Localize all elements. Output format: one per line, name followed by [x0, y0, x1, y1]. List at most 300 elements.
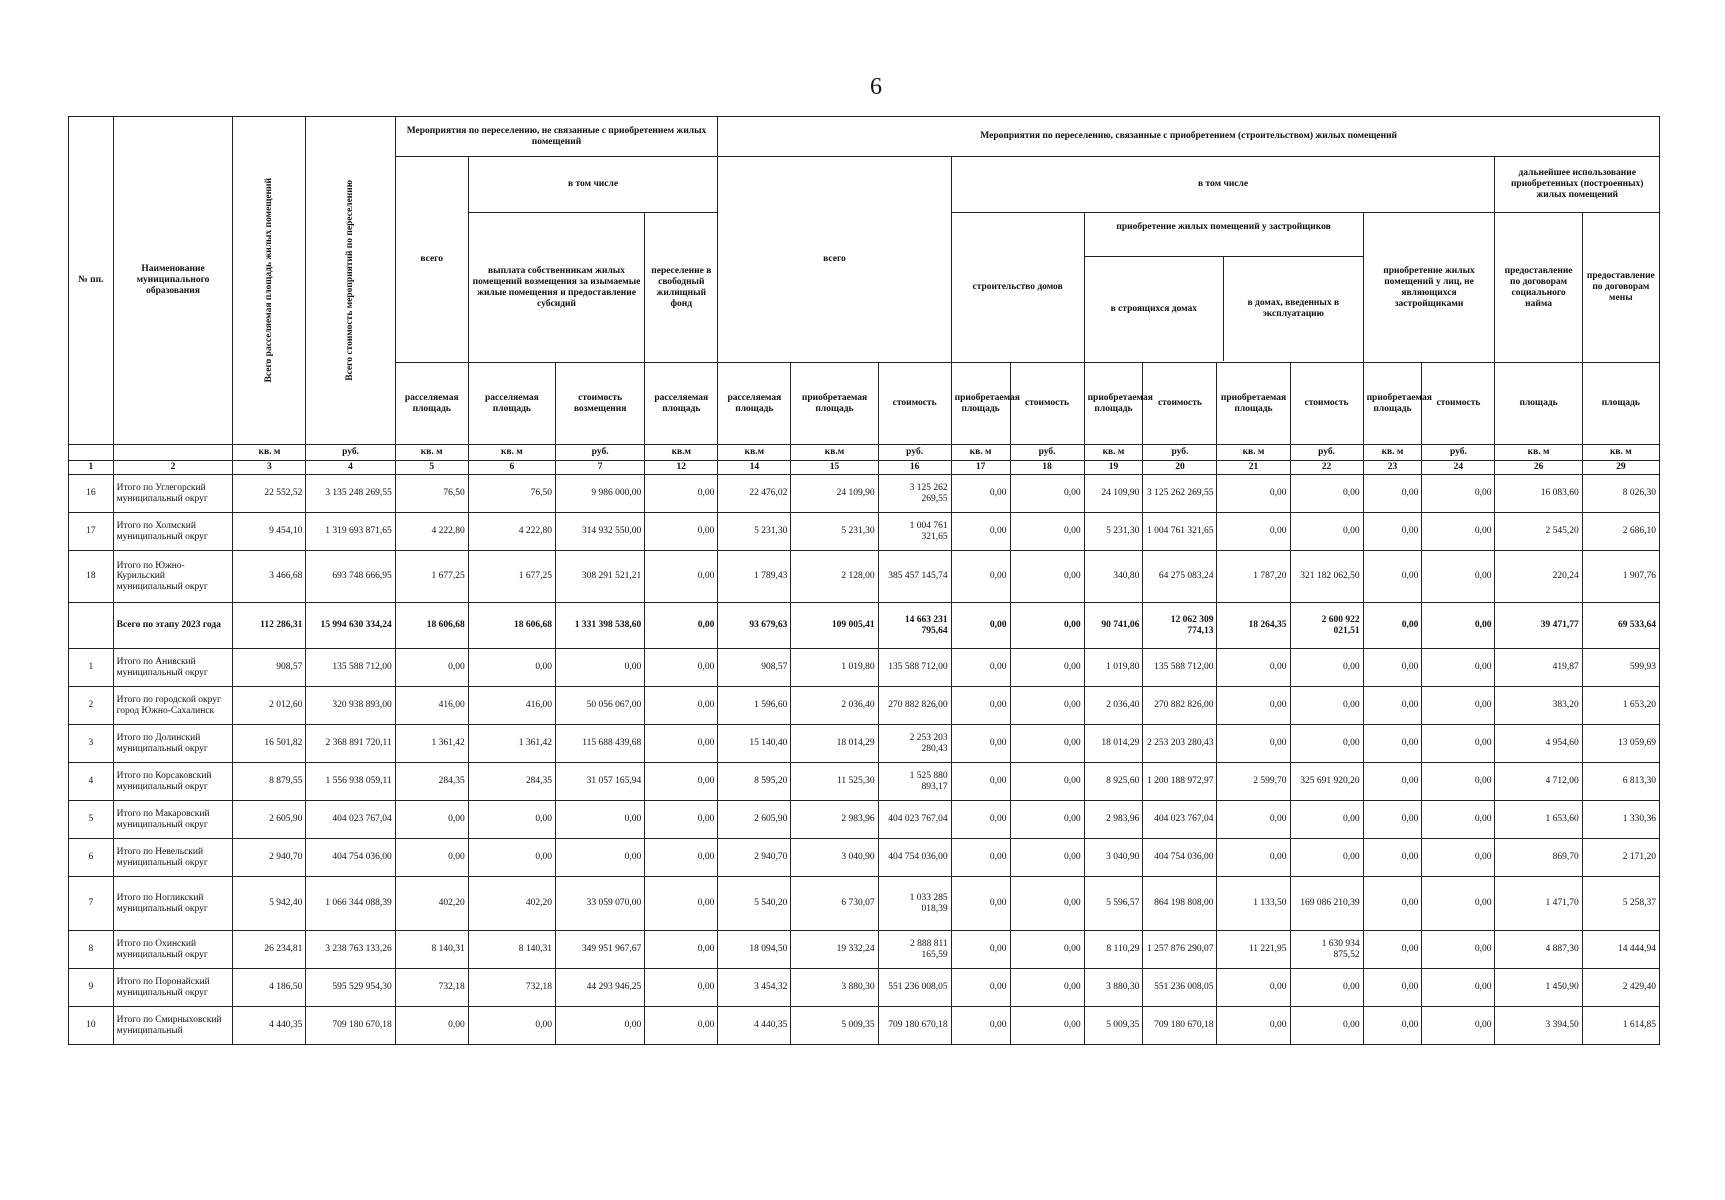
value-cell: 3 040,90	[791, 839, 878, 877]
table-row	[69, 687, 1660, 725]
value-cell: 18 606,68	[468, 603, 555, 649]
value-cell: 69 533,64	[1582, 603, 1659, 649]
value-cell: 0,00	[1010, 931, 1084, 969]
unit-cell: кв. м	[1084, 445, 1143, 461]
value-cell: 2 012,60	[233, 687, 306, 725]
page-number: 6	[870, 74, 882, 100]
value-cell: 2 940,70	[718, 839, 791, 877]
value-cell: 0,00	[1010, 801, 1084, 839]
unit-cell: кв. м	[1363, 445, 1422, 461]
value-cell: 0,00	[1363, 801, 1422, 839]
value-cell: 16 501,82	[233, 725, 306, 763]
value-cell: 112 286,31	[233, 603, 306, 649]
value-cell: 2 686,10	[1582, 513, 1659, 551]
value-cell: 864 198 808,00	[1143, 877, 1217, 931]
unit-cell: руб.	[1143, 445, 1217, 461]
value-cell: 135 588 712,00	[878, 649, 951, 687]
unit-cell: кв. м	[1495, 445, 1582, 461]
value-cell: 6 730,07	[791, 877, 878, 931]
hdr-acq-dev-title: приобретение жилых помещений у застройщиков	[1085, 214, 1363, 257]
value-cell: 5 231,30	[1084, 513, 1143, 551]
value-cell: 0,00	[951, 551, 1010, 603]
value-cell: 0,00	[951, 475, 1010, 513]
value-cell: 0,00	[1290, 475, 1363, 513]
hdr-in-incl-1: в том числе	[468, 157, 718, 213]
value-cell: 2 036,40	[1084, 687, 1143, 725]
value-cell: 22 552,52	[233, 475, 306, 513]
value-cell: 14 663 231 795,64	[878, 603, 951, 649]
table-row	[69, 877, 1660, 931]
municipality-name: Итого по Невельский муниципальный округ	[113, 839, 233, 877]
hdr-social-lease: предоставление по договорам социального найма	[1495, 213, 1582, 363]
municipality-name: Итого по Южно-Курильский муниципальный округ	[113, 551, 233, 603]
value-cell: 76,50	[468, 475, 555, 513]
value-cell: 1 787,20	[1217, 551, 1290, 603]
value-cell: 0,00	[1363, 763, 1422, 801]
value-cell: 0,00	[468, 1007, 555, 1045]
value-cell: 1 653,20	[1582, 687, 1659, 725]
value-cell: 0,00	[1010, 551, 1084, 603]
municipality-name: Итого по Смирныховский муниципальный	[113, 1007, 233, 1045]
value-cell: 0,00	[1422, 839, 1495, 877]
value-cell: 2 253 203 280,43	[878, 725, 951, 763]
value-cell: 0,00	[1422, 931, 1495, 969]
value-cell: 1 653,60	[1495, 801, 1582, 839]
value-cell: 1 614,85	[1582, 1007, 1659, 1045]
value-cell: 340,80	[1084, 551, 1143, 603]
table-body	[69, 475, 1660, 1045]
value-cell: 2 171,20	[1582, 839, 1659, 877]
value-cell: 325 691 920,20	[1290, 763, 1363, 801]
value-cell: 0,00	[1422, 475, 1495, 513]
value-cell: 11 525,30	[791, 763, 878, 801]
value-cell: 16 083,60	[1495, 475, 1582, 513]
column-number: 14	[718, 461, 791, 475]
value-cell: 404 754 036,00	[1143, 839, 1217, 877]
value-cell: 0,00	[555, 649, 644, 687]
value-cell: 1 525 880 893,17	[878, 763, 951, 801]
column-number: 29	[1582, 461, 1659, 475]
municipality-name: Итого по Макаровский муниципальный округ	[113, 801, 233, 839]
hdr-group-acq: Мероприятия по переселению, связанные с приобретением (строительством) жилых помещений	[718, 117, 1660, 157]
municipality-name: Итого по Холмский муниципальный округ	[113, 513, 233, 551]
value-cell: 5 942,40	[233, 877, 306, 931]
hdr-c7: стоимость возмещения	[555, 363, 644, 445]
value-cell: 0,00	[1010, 603, 1084, 649]
table-row	[69, 801, 1660, 839]
value-cell: 0,00	[1010, 839, 1084, 877]
value-cell: 0,00	[1217, 839, 1290, 877]
hdr-c20: стоимость	[1143, 363, 1217, 445]
municipality-name: Итого по Ногликский муниципальный округ	[113, 877, 233, 931]
value-cell: 11 221,95	[1217, 931, 1290, 969]
column-number-row	[69, 461, 1660, 475]
hdr-name: Наименование муниципального образования	[113, 117, 233, 445]
value-cell: 0,00	[1290, 725, 1363, 763]
hdr-total-area: Всего расселяемая площадь жилых помещений	[233, 117, 306, 445]
row-number: 7	[69, 877, 114, 931]
value-cell: 0,00	[1010, 649, 1084, 687]
value-cell: 0,00	[555, 839, 644, 877]
value-cell: 0,00	[951, 877, 1010, 931]
value-cell: 2 545,20	[1495, 513, 1582, 551]
value-cell: 0,00	[1290, 687, 1363, 725]
value-cell: 90 741,06	[1084, 603, 1143, 649]
value-cell: 4 222,80	[468, 513, 555, 551]
column-number: 23	[1363, 461, 1422, 475]
value-cell: 709 180 670,18	[306, 1007, 395, 1045]
value-cell: 0,00	[1363, 931, 1422, 969]
unit-cell: кв. м	[1582, 445, 1659, 461]
value-cell: 0,00	[645, 839, 718, 877]
value-cell: 0,00	[1290, 513, 1363, 551]
value-cell: 404 754 036,00	[306, 839, 395, 877]
value-cell: 709 180 670,18	[1143, 1007, 1217, 1045]
row-number	[69, 603, 114, 649]
value-cell: 9 454,10	[233, 513, 306, 551]
value-cell: 13 059,69	[1582, 725, 1659, 763]
row-number: 17	[69, 513, 114, 551]
value-cell: 0,00	[1422, 551, 1495, 603]
table-row	[69, 1007, 1660, 1045]
value-cell: 3 880,30	[791, 969, 878, 1007]
value-cell: 385 457 145,74	[878, 551, 951, 603]
unit-cell: кв.м	[718, 445, 791, 461]
value-cell: 0,00	[645, 931, 718, 969]
value-cell: 0,00	[1363, 877, 1422, 931]
hdr-in-commissioned: в домах, введенных в эксплуатацию	[1247, 298, 1340, 319]
value-cell: 0,00	[645, 801, 718, 839]
hdr-c19: приобретаемая площадь	[1084, 363, 1143, 445]
value-cell: 1 019,80	[1084, 649, 1143, 687]
municipality-name: Итого по Долинский муниципальный округ	[113, 725, 233, 763]
value-cell: 0,00	[555, 1007, 644, 1045]
value-cell: 0,00	[1290, 839, 1363, 877]
table-row	[69, 725, 1660, 763]
column-number: 22	[1290, 461, 1363, 475]
municipality-name: Итого по городской округ город Южно-Сахалинск	[113, 687, 233, 725]
unit-cell: кв.м	[791, 445, 878, 461]
hdr-further-use: дальнейшее использование приобретенных (построенных) жилых помещений	[1495, 157, 1660, 213]
value-cell: 404 754 036,00	[878, 839, 951, 877]
value-cell: 0,00	[645, 969, 718, 1007]
value-cell: 284,35	[468, 763, 555, 801]
value-cell: 5 231,30	[718, 513, 791, 551]
value-cell: 1 450,90	[1495, 969, 1582, 1007]
hdr-resettle-free: переселение в свободный жилищный фонд	[645, 213, 718, 363]
value-cell: 0,00	[1217, 649, 1290, 687]
value-cell: 2 253 203 280,43	[1143, 725, 1217, 763]
row-number: 18	[69, 551, 114, 603]
value-cell: 0,00	[1010, 1007, 1084, 1045]
value-cell: 0,00	[1217, 969, 1290, 1007]
value-cell: 0,00	[1422, 725, 1495, 763]
value-cell: 0,00	[1363, 513, 1422, 551]
value-cell: 0,00	[1422, 969, 1495, 1007]
value-cell: 1 019,80	[791, 649, 878, 687]
value-cell: 2 599,70	[1217, 763, 1290, 801]
hdr-c16: стоимость	[878, 363, 951, 445]
value-cell: 0,00	[645, 475, 718, 513]
value-cell: 0,00	[1363, 551, 1422, 603]
value-cell: 599,93	[1582, 649, 1659, 687]
unit-cell: кв. м	[951, 445, 1010, 461]
value-cell: 2 036,40	[791, 687, 878, 725]
value-cell: 0,00	[645, 763, 718, 801]
value-cell: 321 182 062,50	[1290, 551, 1363, 603]
unit-cell: руб.	[306, 445, 395, 461]
value-cell: 402,20	[468, 877, 555, 931]
hdr-c24: стоимость	[1422, 363, 1495, 445]
value-cell: 0,00	[1217, 513, 1290, 551]
value-cell: 709 180 670,18	[878, 1007, 951, 1045]
value-cell: 0,00	[1422, 801, 1495, 839]
value-cell: 0,00	[951, 603, 1010, 649]
value-cell: 8 925,60	[1084, 763, 1143, 801]
unit-cell: руб.	[1422, 445, 1495, 461]
row-number: 2	[69, 687, 114, 725]
value-cell: 0,00	[645, 649, 718, 687]
unit-cell: кв.м	[645, 445, 718, 461]
value-cell: 0,00	[395, 801, 468, 839]
value-cell: 0,00	[1363, 603, 1422, 649]
value-cell: 2 128,00	[791, 551, 878, 603]
value-cell: 0,00	[1363, 649, 1422, 687]
value-cell: 26 234,81	[233, 931, 306, 969]
value-cell: 0,00	[951, 969, 1010, 1007]
column-number: 15	[791, 461, 878, 475]
value-cell: 0,00	[951, 763, 1010, 801]
value-cell: 8 140,31	[395, 931, 468, 969]
value-cell: 0,00	[1363, 725, 1422, 763]
value-cell: 0,00	[1010, 513, 1084, 551]
column-number: 18	[1010, 461, 1084, 475]
value-cell: 693 748 666,95	[306, 551, 395, 603]
value-cell: 383,20	[1495, 687, 1582, 725]
hdr-c18: стоимость	[1010, 363, 1084, 445]
table-row	[69, 839, 1660, 877]
value-cell: 15 140,40	[718, 725, 791, 763]
value-cell: 0,00	[645, 603, 718, 649]
value-cell: 64 275 083,24	[1143, 551, 1217, 603]
value-cell: 595 529 954,30	[306, 969, 395, 1007]
column-number: 24	[1422, 461, 1495, 475]
value-cell: 50 056 067,00	[555, 687, 644, 725]
value-cell: 8 026,30	[1582, 475, 1659, 513]
value-cell: 2 429,40	[1582, 969, 1659, 1007]
row-number: 10	[69, 1007, 114, 1045]
value-cell: 0,00	[951, 839, 1010, 877]
value-cell: 76,50	[395, 475, 468, 513]
value-cell: 1 596,60	[718, 687, 791, 725]
total-row	[69, 603, 1660, 649]
table-row	[69, 475, 1660, 513]
value-cell: 3 880,30	[1084, 969, 1143, 1007]
value-cell: 0,00	[1422, 1007, 1495, 1045]
value-cell: 5 009,35	[1084, 1007, 1143, 1045]
value-cell: 31 057 165,94	[555, 763, 644, 801]
hdr-group-not-acq: Мероприятия по переселению, не связанные с приобретением жилых помещений	[395, 117, 718, 157]
value-cell: 0,00	[1363, 1007, 1422, 1045]
value-cell: 0,00	[555, 801, 644, 839]
value-cell: 5 540,20	[718, 877, 791, 931]
column-number: 3	[233, 461, 306, 475]
unit-cell: руб.	[555, 445, 644, 461]
hdr-c22: стоимость	[1290, 363, 1363, 445]
value-cell: 1 004 761 321,65	[878, 513, 951, 551]
value-cell: 4 887,30	[1495, 931, 1582, 969]
value-cell: 24 109,90	[791, 475, 878, 513]
municipality-name: Итого по Углегорский муниципальный округ	[113, 475, 233, 513]
hdr-c12: расселяемая площадь	[645, 363, 718, 445]
value-cell: 5 231,30	[791, 513, 878, 551]
row-number: 1	[69, 649, 114, 687]
value-cell: 732,18	[395, 969, 468, 1007]
table-row	[69, 969, 1660, 1007]
value-cell: 0,00	[1010, 763, 1084, 801]
row-number: 9	[69, 969, 114, 1007]
value-cell: 1 133,50	[1217, 877, 1290, 931]
value-cell: 2 983,96	[1084, 801, 1143, 839]
value-cell: 1 556 938 059,11	[306, 763, 395, 801]
value-cell: 349 951 967,67	[555, 931, 644, 969]
value-cell: 1 677,25	[395, 551, 468, 603]
value-cell: 2 888 811 165,59	[878, 931, 951, 969]
value-cell: 1 361,42	[468, 725, 555, 763]
value-cell: 0,00	[1290, 969, 1363, 1007]
hdr-payout: выплата собственникам жилых помещений возмещения за изымаемые жилые помещения и предоставление субсидий	[468, 213, 645, 363]
value-cell: 1 066 344 088,39	[306, 877, 395, 931]
value-cell: 1 200 188 972,97	[1143, 763, 1217, 801]
value-cell: 0,00	[1290, 801, 1363, 839]
hdr-c14: расселяемая площадь	[718, 363, 791, 445]
value-cell: 0,00	[1010, 877, 1084, 931]
value-cell: 18 014,29	[1084, 725, 1143, 763]
hdr-in-building: в строящихся домах	[1085, 257, 1225, 361]
hdr-in-incl-2: в том числе	[951, 157, 1495, 213]
value-cell: 0,00	[951, 931, 1010, 969]
value-cell: 3 466,68	[233, 551, 306, 603]
municipality-name: Итого по Анивский муниципальный округ	[113, 649, 233, 687]
value-cell: 0,00	[645, 725, 718, 763]
value-cell: 0,00	[1290, 1007, 1363, 1045]
value-cell: 5 596,57	[1084, 877, 1143, 931]
value-cell: 416,00	[395, 687, 468, 725]
hdr-c26: площадь	[1495, 363, 1582, 445]
value-cell: 1 330,36	[1582, 801, 1659, 839]
value-cell: 404 023 767,04	[1143, 801, 1217, 839]
value-cell: 5 258,37	[1582, 877, 1659, 931]
value-cell: 8 140,31	[468, 931, 555, 969]
value-cell: 33 059 070,00	[555, 877, 644, 931]
value-cell: 39 471,77	[1495, 603, 1582, 649]
hdr-vsego-1: всего	[395, 157, 468, 363]
hdr-c5: расселяемая площадь	[395, 363, 468, 445]
value-cell: 551 236 008,05	[1143, 969, 1217, 1007]
column-number: 21	[1217, 461, 1290, 475]
value-cell: 3 040,90	[1084, 839, 1143, 877]
value-cell: 0,00	[1422, 877, 1495, 931]
value-cell: 8 879,55	[233, 763, 306, 801]
hdr-c23: приобретаемая площадь	[1363, 363, 1422, 445]
value-cell: 1 331 398 538,60	[555, 603, 644, 649]
hdr-build-houses: строительство домов	[951, 213, 1084, 363]
row-number: 6	[69, 839, 114, 877]
value-cell: 115 688 439,68	[555, 725, 644, 763]
value-cell: 6 813,30	[1582, 763, 1659, 801]
value-cell: 22 476,02	[718, 475, 791, 513]
value-cell: 404 023 767,04	[306, 801, 395, 839]
value-cell: 12 062 309 774,13	[1143, 603, 1217, 649]
value-cell: 0,00	[1217, 1007, 1290, 1045]
value-cell: 0,00	[395, 649, 468, 687]
value-cell: 4 712,00	[1495, 763, 1582, 801]
column-number: 7	[555, 461, 644, 475]
value-cell: 0,00	[1010, 687, 1084, 725]
hdr-acq-nondev: приобретение жилых помещений у лиц, не являющихся застройщиками	[1363, 213, 1495, 363]
value-cell: 908,57	[718, 649, 791, 687]
hdr-total-cost: Всего стоимость мероприятий по переселению	[306, 117, 395, 445]
value-cell: 0,00	[951, 725, 1010, 763]
unit-cell: руб.	[1010, 445, 1084, 461]
value-cell: 284,35	[395, 763, 468, 801]
value-cell: 0,00	[951, 513, 1010, 551]
value-cell: 0,00	[395, 1007, 468, 1045]
value-cell: 1 033 285 018,39	[878, 877, 951, 931]
unit-cell: кв. м	[468, 445, 555, 461]
value-cell: 869,70	[1495, 839, 1582, 877]
row-number: 4	[69, 763, 114, 801]
value-cell: 0,00	[1363, 839, 1422, 877]
unit-cell: кв. м	[1217, 445, 1290, 461]
value-cell: 0,00	[1010, 969, 1084, 1007]
value-cell: 0,00	[645, 1007, 718, 1045]
value-cell: 169 086 210,39	[1290, 877, 1363, 931]
hdr-c21: приобретаемая площадь	[1217, 363, 1290, 445]
row-number: 8	[69, 931, 114, 969]
value-cell: 93 679,63	[718, 603, 791, 649]
value-cell: 2 983,96	[791, 801, 878, 839]
hdr-acq-dev	[1084, 213, 1363, 363]
value-cell: 0,00	[951, 687, 1010, 725]
value-cell: 135 588 712,00	[306, 649, 395, 687]
value-cell: 1 319 693 871,65	[306, 513, 395, 551]
value-cell: 15 994 630 334,24	[306, 603, 395, 649]
value-cell: 8 110,29	[1084, 931, 1143, 969]
value-cell: 551 236 008,05	[878, 969, 951, 1007]
value-cell: 270 882 826,00	[878, 687, 951, 725]
value-cell: 1 630 934 875,52	[1290, 931, 1363, 969]
value-cell: 1 677,25	[468, 551, 555, 603]
hdr-vsego-2: всего	[718, 157, 951, 363]
value-cell: 0,00	[1217, 475, 1290, 513]
value-cell: 2 600 922 021,51	[1290, 603, 1363, 649]
value-cell: 3 454,32	[718, 969, 791, 1007]
municipality-name: Итого по Охинский муниципальный округ	[113, 931, 233, 969]
table-row	[69, 649, 1660, 687]
units-row	[69, 445, 1660, 461]
table-row	[69, 513, 1660, 551]
value-cell: 0,00	[645, 877, 718, 931]
value-cell: 416,00	[468, 687, 555, 725]
value-cell: 24 109,90	[1084, 475, 1143, 513]
value-cell: 2 605,90	[718, 801, 791, 839]
hdr-exchange: предоставление по договорам мены	[1582, 213, 1659, 363]
value-cell: 2 368 891 720,11	[306, 725, 395, 763]
hdr-c29: площадь	[1582, 363, 1659, 445]
value-cell: 220,24	[1495, 551, 1582, 603]
unit-cell: кв. м	[395, 445, 468, 461]
